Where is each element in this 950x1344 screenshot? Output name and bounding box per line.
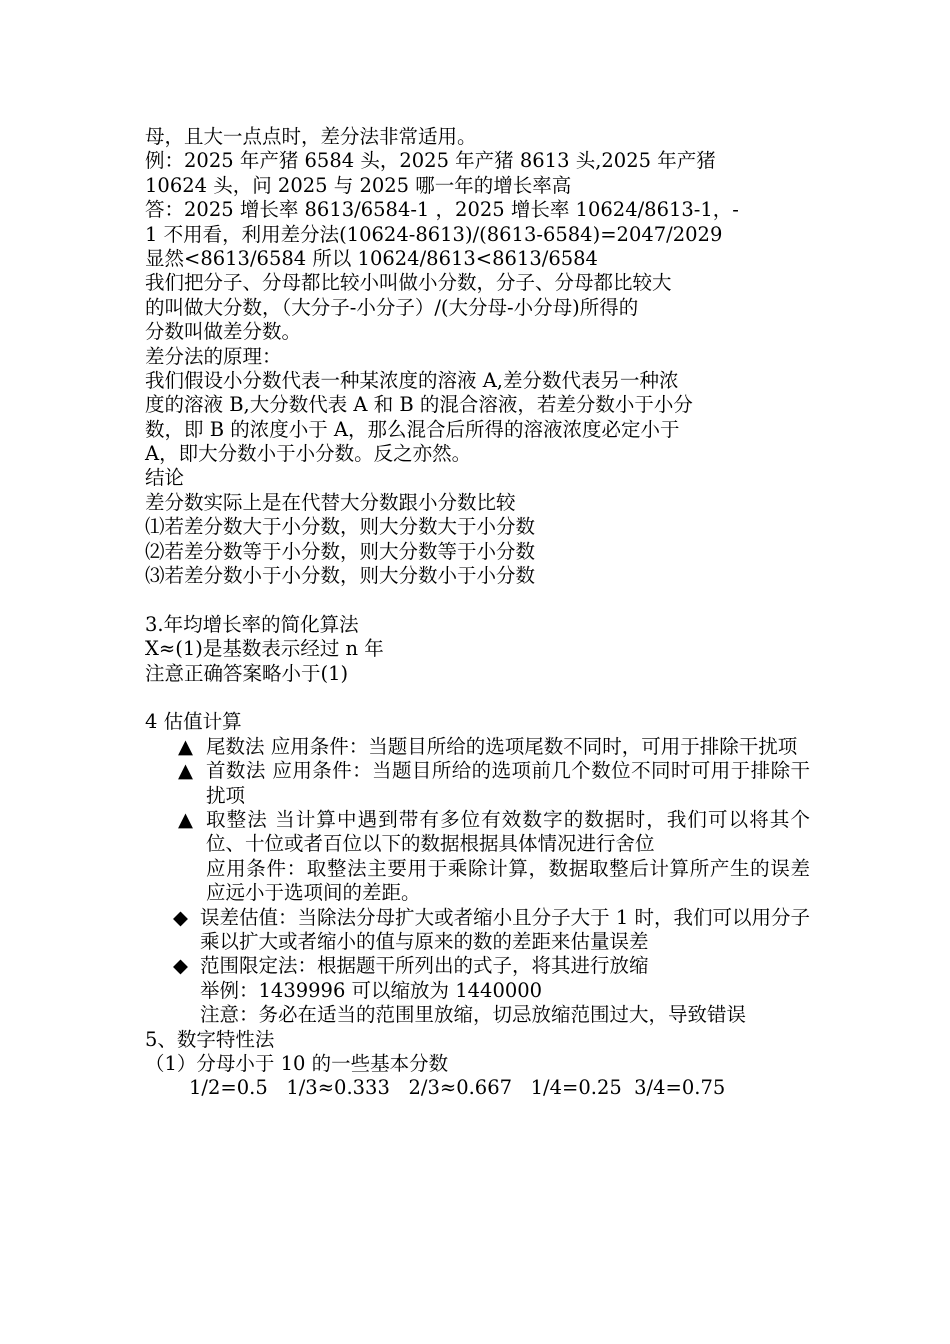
triangle-bullet-icon: ▲ [178, 734, 193, 758]
text-line: A，即大分数小于小分数。反之亦然。 [145, 442, 472, 466]
text-line: 度的溶液 B,大分数代表 A 和 B 的混合溶液，若差分数小于小分 [145, 393, 693, 417]
triangle-bullet-icon: ▲ [178, 759, 193, 783]
text-line: ⑵若差分数等于小分数，则大分数等于小分数 [145, 539, 536, 563]
text-line: 我们假设小分数代表一种某浓度的溶液 A,差分数代表另一种浓 [145, 368, 679, 392]
section-heading-4: 4 估值计算 [145, 710, 242, 734]
list-item-text: 取整法 当计算中遇到带有多位有效数字的数据时，我们可以将其个位、十位或者百位以下的数据根据具体情况进行舍位 [206, 807, 810, 856]
triangle-bullet-icon: ▲ [178, 807, 193, 831]
list-item-subtext: 举例：1439996 可以缩放为 1440000 [200, 978, 543, 1002]
diamond-bullet-icon: ◆ [173, 954, 188, 978]
list-item [145, 808, 810, 906]
list-item [145, 906, 810, 955]
text-line: 答：2025 增长率 8613/6584-1 ，2025 增长率 10624/8613-1，- [145, 198, 739, 222]
list-item-subtext: 注意：务必在适当的范围里放缩，切忌放缩范围过大，导致错误 [200, 1003, 747, 1027]
text-line: 显然<8613/6584 所以 10624/8613<8613/6584 [145, 246, 598, 270]
document-page [145, 125, 810, 1101]
list-item-text: 尾数法 应用条件：当题目所给的选项尾数不同时，可用于排除干扰项 [206, 734, 798, 758]
list-item-subtext: 应用条件：取整法主要用于乘除计算，数据取整后计算所产生的误差应远小于选项间的差距。 [206, 856, 810, 905]
text-line: 1 不用看，利用差分法(10624-8613)/(8613-6584)=2047/2029 [145, 222, 723, 246]
section-heading-3: 3.年均增长率的简化算法 [145, 612, 359, 636]
subsection-heading: （1）分母小于 10 的一些基本分数 [145, 1052, 449, 1076]
list-item [145, 735, 810, 759]
text-line: 母，且大一点点时，差分法非常适用。 [145, 125, 477, 148]
text-line: ⑶若差分数小于小分数，则大分数小于小分数 [145, 564, 536, 588]
text-line: ⑴若差分数大于小分数，则大分数大于小分数 [145, 515, 536, 539]
text-line: 差分数实际上是在代替大分数跟小分数比较 [145, 490, 516, 514]
text-line: 10624 头，问 2025 与 2025 哪一年的增长率高 [145, 173, 572, 197]
section-heading-conclusion: 结论 [145, 466, 185, 490]
spacer [145, 686, 810, 710]
list-item-text: 误差估值：当除法分母扩大或者缩小且分子大于 1 时，我们可以用分子乘以扩大或者缩小的值与原来的数的差距来估量误差 [200, 905, 810, 954]
text-line: 分数叫做差分数。 [145, 320, 302, 344]
text-line: 的叫做大分数，（大分子-小分子）/(大分母-小分母)所得的 [145, 295, 639, 319]
text-line: 数，即 B 的浓度小于 A，那么混合后所得的溶液浓度必定小于 [145, 417, 680, 441]
text-line: X≈(1)是基数表示经过 n 年 [145, 637, 384, 661]
spacer [145, 588, 810, 612]
text-line: 注意正确答案略小于(1) [145, 661, 349, 685]
list-item-text: 首数法 应用条件：当题目所给的选项前几个数位不同时可用于排除干扰项 [206, 759, 810, 807]
text-line: 我们把分子、分母都比较小叫做小分数，分子、分母都比较大 [145, 271, 672, 295]
list-item-text: 范围限定法：根据题干所列出的式子，将其进行放缩 [200, 954, 649, 978]
text-line: 例：2025 年产猪 6584 头，2025 年产猪 8613 头,2025 年产猪 [145, 149, 716, 173]
section-heading-5: 5、数字特性法 [145, 1027, 275, 1051]
fractions-line: 1/2=0.5 1/3≈0.333 2/3≈0.667 1/4=0.25 3/4=0.75 [189, 1076, 726, 1100]
list-item [145, 759, 810, 808]
list-item [145, 954, 810, 1027]
diamond-bullet-icon: ◆ [173, 905, 188, 929]
text-line: 差分法的原理： [145, 344, 282, 368]
